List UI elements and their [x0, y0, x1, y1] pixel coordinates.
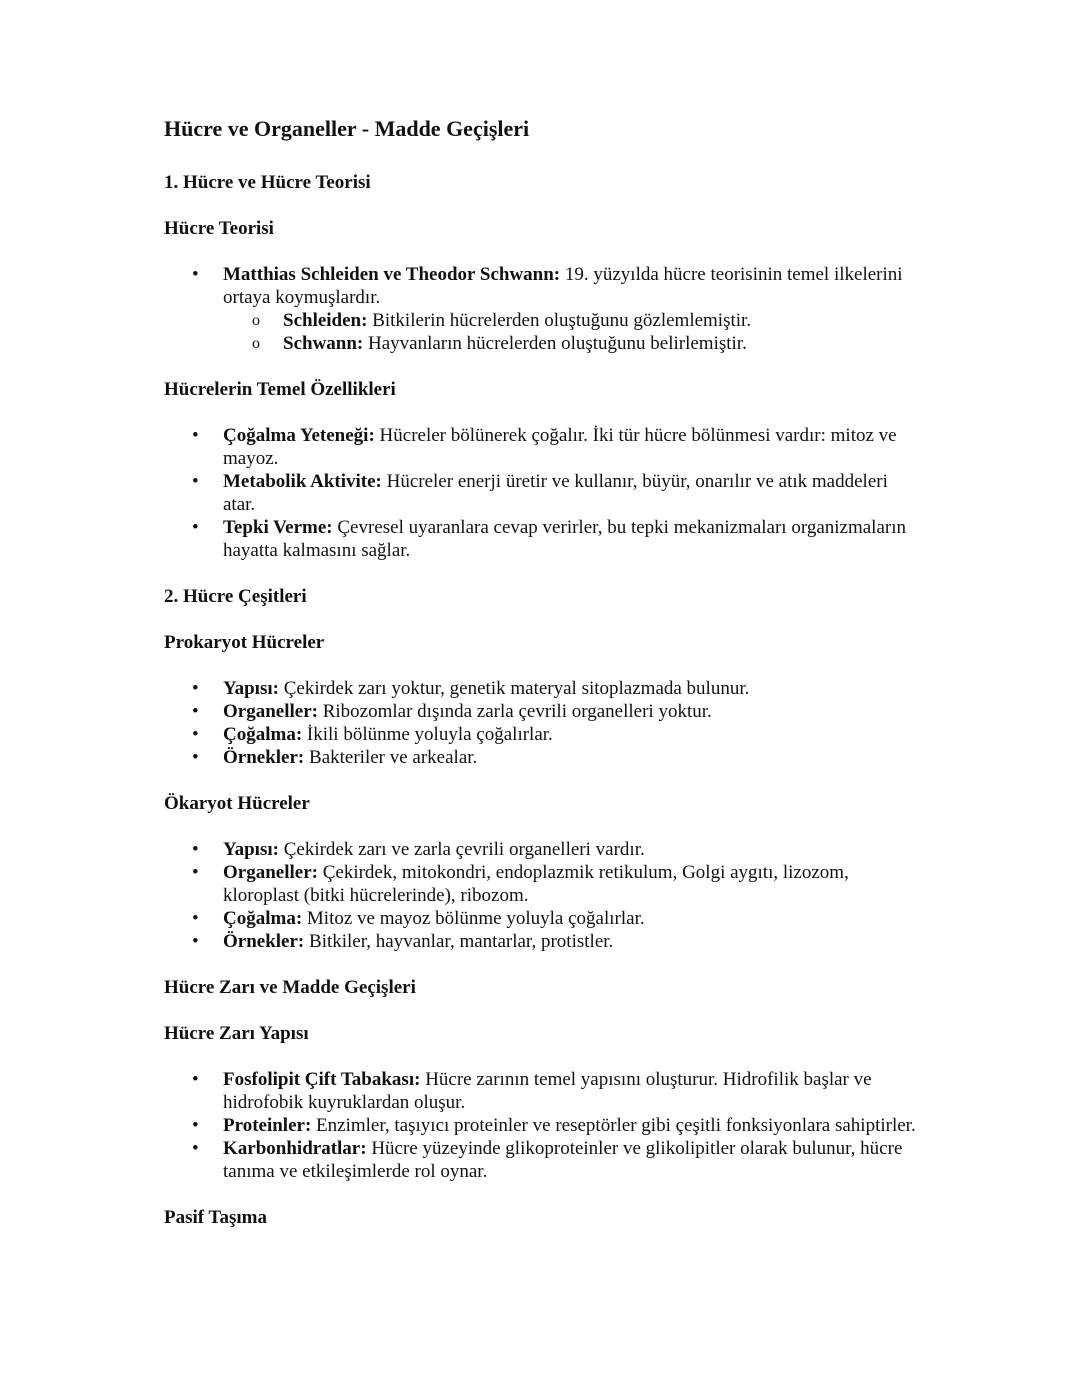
theory-list	[164, 263, 924, 355]
eukaryote-list	[164, 838, 924, 953]
item-term: Organeller:	[223, 701, 318, 722]
subheading-cell-features: Hücrelerin Temel Özellikleri	[164, 379, 396, 400]
list-item	[223, 1114, 924, 1137]
subheading-passive-transport: Pasif Taşıma	[164, 1207, 267, 1228]
list-item	[223, 723, 924, 746]
item-term: Tepki Verme:	[223, 517, 333, 538]
item-text: Hücre zarının temel yapısını oluşturur. Hidrofilik başlar ve hidrofobik kuyruklardan oluşur.	[223, 1069, 872, 1113]
list-item	[223, 930, 924, 953]
list-item	[223, 516, 924, 562]
list-item	[223, 838, 924, 861]
list-item	[223, 1137, 924, 1183]
list-item	[223, 746, 924, 769]
list-item	[223, 470, 924, 516]
section-heading-cell-types: 2. Hücre Çeşitleri	[164, 586, 307, 607]
item-text: Bitkiler, hayvanlar, mantarlar, protistler.	[304, 931, 614, 952]
sub-list-item	[283, 332, 924, 355]
item-term: Fosfolipit Çift Tabakası:	[223, 1069, 421, 1090]
document-title: Hücre ve Organeller - Madde Geçişleri	[164, 116, 530, 141]
item-text: Çekirdek zarı yoktur, genetik materyal sitoplazmada bulunur.	[278, 678, 750, 699]
subheading-cell-theory: Hücre Teorisi	[164, 218, 274, 239]
item-term: Schwann:	[283, 333, 364, 354]
subheading-membrane-structure: Hücre Zarı Yapısı	[164, 1023, 309, 1044]
prokaryote-list	[164, 677, 924, 769]
item-text: 19. yüzyılda hücre teorisinin temel ilkelerini ortaya koymuşlardır.	[223, 264, 903, 308]
item-term: Yapısı:	[223, 678, 279, 699]
item-text: Ribozomlar dışında zarla çevrili organelleri yoktur.	[317, 701, 712, 722]
list-item	[223, 1068, 924, 1114]
list-item	[223, 907, 924, 930]
item-term: Çoğalma:	[223, 724, 303, 745]
item-text: Çekirdek, mitokondri, endoplazmik retikulum, Golgi aygıtı, lizozom, kloroplast (bitki hücrelerinde), ribozom.	[223, 862, 849, 906]
item-term: Matthias Schleiden ve Theodor Schwann:	[223, 264, 561, 285]
item-term: Örnekler:	[223, 931, 305, 952]
item-term: Karbonhidratlar:	[223, 1138, 367, 1159]
item-term: Çoğalma:	[223, 908, 303, 929]
item-text: Mitoz ve mayoz bölünme yoluyla çoğalırlar.	[302, 908, 645, 929]
list-item	[223, 263, 924, 355]
list-item	[223, 700, 924, 723]
item-text: Bitkilerin hücrelerden oluştuğunu gözlemlemiştir.	[367, 310, 752, 331]
item-text: Enzimler, taşıyıcı proteinler ve reseptörler gibi çeşitli fonksiyonlara sahiptirler.	[311, 1115, 916, 1136]
section-heading-cell-theory: 1. Hücre ve Hücre Teorisi	[164, 172, 371, 193]
item-term: Proteinler:	[223, 1115, 312, 1136]
item-term: Metabolik Aktivite:	[223, 471, 382, 492]
document-page	[164, 114, 924, 1252]
item-term: Örnekler:	[223, 747, 305, 768]
item-text: Çekirdek zarı ve zarla çevrili organelleri vardır.	[278, 839, 645, 860]
features-list	[164, 424, 924, 562]
subheading-eukaryote: Ökaryot Hücreler	[164, 793, 310, 814]
item-text: Bakteriler ve arkealar.	[304, 747, 478, 768]
item-text: İkili bölünme yoluyla çoğalırlar.	[302, 724, 553, 745]
membrane-list	[164, 1068, 924, 1183]
list-item	[223, 677, 924, 700]
item-text: Hücre yüzeyinde glikoproteinler ve glikolipitler olarak bulunur, hücre tanıma ve etkileşimlerde rol oynar.	[223, 1138, 903, 1182]
theory-sublist	[223, 309, 924, 355]
item-term: Yapısı:	[223, 839, 279, 860]
item-text: Hücreler enerji üretir ve kullanır, büyür, onarılır ve atık maddeleri atar.	[223, 471, 888, 515]
list-item	[223, 424, 924, 470]
item-text: Hücreler bölünerek çoğalır. İki tür hücre bölünmesi vardır: mitoz ve mayoz.	[223, 425, 897, 469]
item-term: Organeller:	[223, 862, 318, 883]
item-term: Schleiden:	[283, 310, 368, 331]
item-text: Çevresel uyaranlara cevap verirler, bu tepki mekanizmaları organizmaların hayatta kalmasını sağlar.	[223, 517, 906, 561]
subheading-prokaryote: Prokaryot Hücreler	[164, 632, 325, 653]
item-term: Çoğalma Yeteneği:	[223, 425, 375, 446]
sub-list-item	[283, 309, 924, 332]
item-text: Hayvanların hücrelerden oluştuğunu belirlemiştir.	[363, 333, 747, 354]
list-item	[223, 861, 924, 907]
section-heading-membrane: Hücre Zarı ve Madde Geçişleri	[164, 977, 416, 998]
